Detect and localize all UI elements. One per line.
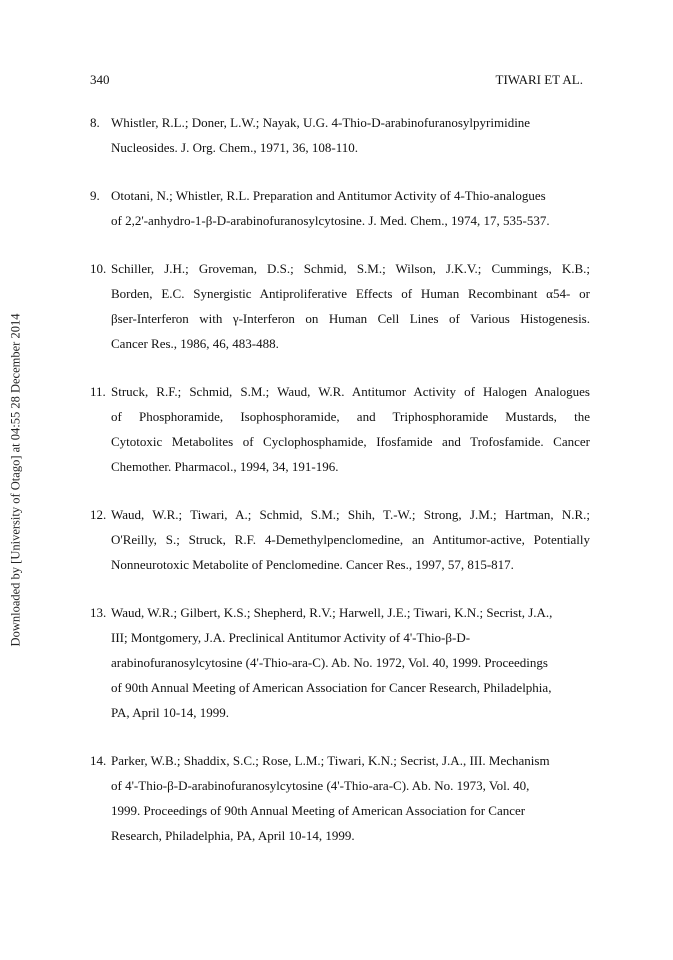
reference-number: 8. (90, 115, 100, 130)
reference-number: 11. (90, 384, 106, 399)
reference-line: Nucleosides. J. Org. Chem., 1971, 36, 108-110. (111, 140, 358, 155)
reference-number: 9. (90, 188, 100, 203)
reference-line: Research, Philadelphia, PA, April 10-14, 1999. (111, 828, 355, 843)
reference-line: Parker, W.B.; Shaddix, S.C.; Rose, L.M.; Tiwari, K.N.; Secrist, J.A., III. Mechanism (111, 753, 550, 768)
reference-item (90, 183, 590, 233)
reference-text (111, 256, 590, 356)
reference-line: of 4'-Thio-β-D-arabinofuranosylcytosine (4'-Thio-ara-C). Ab. No. 1973, Vol. 40, (111, 778, 530, 793)
reference-number: 14. (90, 753, 107, 768)
reference-line: Nonneurotoxic Metabolite of Penclomedine. Cancer Res., 1997, 57, 815-817. (111, 557, 514, 572)
reference-line: Cytotoxic Metabolites of Cyclophosphamide, Ifosfamide and Trofosfamide. Cancer (111, 434, 590, 449)
page-number: 340 (90, 72, 110, 87)
reference-line: Waud, W.R.; Tiwari, A.; Schmid, S.M.; Shih, T.-W.; Strong, J.M.; Hartman, N.R.; (111, 507, 590, 522)
reference-line: Ototani, N.; Whistler, R.L. Preparation and Antitumor Activity of 4-Thio-analogues (111, 188, 546, 203)
reference-line: arabinofuranosylcytosine (4'-Thio-ara-C). Ab. No. 1972, Vol. 40, 1999. Proceedings (111, 655, 548, 670)
running-head: TIWARI ET AL. (495, 72, 583, 87)
reference-line: Waud, W.R.; Gilbert, K.S.; Shepherd, R.V.; Harwell, J.E.; Tiwari, K.N.; Secrist, J.A., (111, 605, 553, 620)
reference-item (90, 748, 590, 848)
reference-number: 10. (90, 261, 107, 276)
reference-line: Chemother. Pharmacol., 1994, 34, 191-196. (111, 459, 339, 474)
reference-line: βser-Interferon with γ-Interferon on Human Cell Lines of Various Histogenesis. (111, 311, 590, 326)
reference-line: Cancer Res., 1986, 46, 483-488. (111, 336, 279, 351)
reference-number: 12. (90, 507, 107, 522)
reference-number: 13. (90, 605, 107, 620)
reference-list (90, 110, 590, 871)
reference-item (90, 600, 590, 725)
reference-text (111, 600, 590, 725)
reference-text (111, 379, 590, 479)
reference-text (111, 748, 590, 848)
reference-line: Whistler, R.L.; Doner, L.W.; Nayak, U.G. 4-Thio-D-arabinofuranosylpyrimidine (111, 115, 531, 130)
reference-line: 1999. Proceedings of 90th Annual Meeting of American Association for Cancer (111, 803, 526, 818)
reference-line: of Phosphoramide, Isophosphoramide, and Triphosphoramide Mustards, the (111, 409, 590, 424)
reference-text (111, 110, 590, 160)
reference-line: Borden, E.C. Synergistic Antiproliferative Effects of Human Recombinant α54- or (111, 286, 590, 301)
reference-line: Struck, R.F.; Schmid, S.M.; Waud, W.R. Antitumor Activity of Halogen Analogues (111, 384, 590, 399)
reference-line: of 90th Annual Meeting of American Association for Cancer Research, Philadelphia, (111, 680, 552, 695)
page-header (90, 72, 583, 92)
reference-line: O'Reilly, S.; Struck, R.F. 4-Demethylpenclomedine, an Antitumor-active, Potentially (111, 532, 590, 547)
reference-item (90, 110, 590, 160)
reference-line: III; Montgomery, J.A. Preclinical Antitumor Activity of 4'-Thio-β-D- (111, 630, 471, 645)
reference-item (90, 256, 590, 356)
reference-text (111, 502, 590, 577)
download-note: Downloaded by [University of Otago] at 04:55 28 December 2014 (8, 313, 23, 647)
reference-item (90, 379, 590, 479)
reference-item (90, 502, 590, 577)
reference-line: of 2,2'-anhydro-1-β-D-arabinofuranosylcytosine. J. Med. Chem., 1974, 17, 535-537. (111, 213, 550, 228)
reference-text (111, 183, 590, 233)
reference-line: Schiller, J.H.; Groveman, D.S.; Schmid, S.M.; Wilson, J.K.V.; Cummings, K.B.; (111, 261, 590, 276)
reference-line: PA, April 10-14, 1999. (111, 705, 229, 720)
